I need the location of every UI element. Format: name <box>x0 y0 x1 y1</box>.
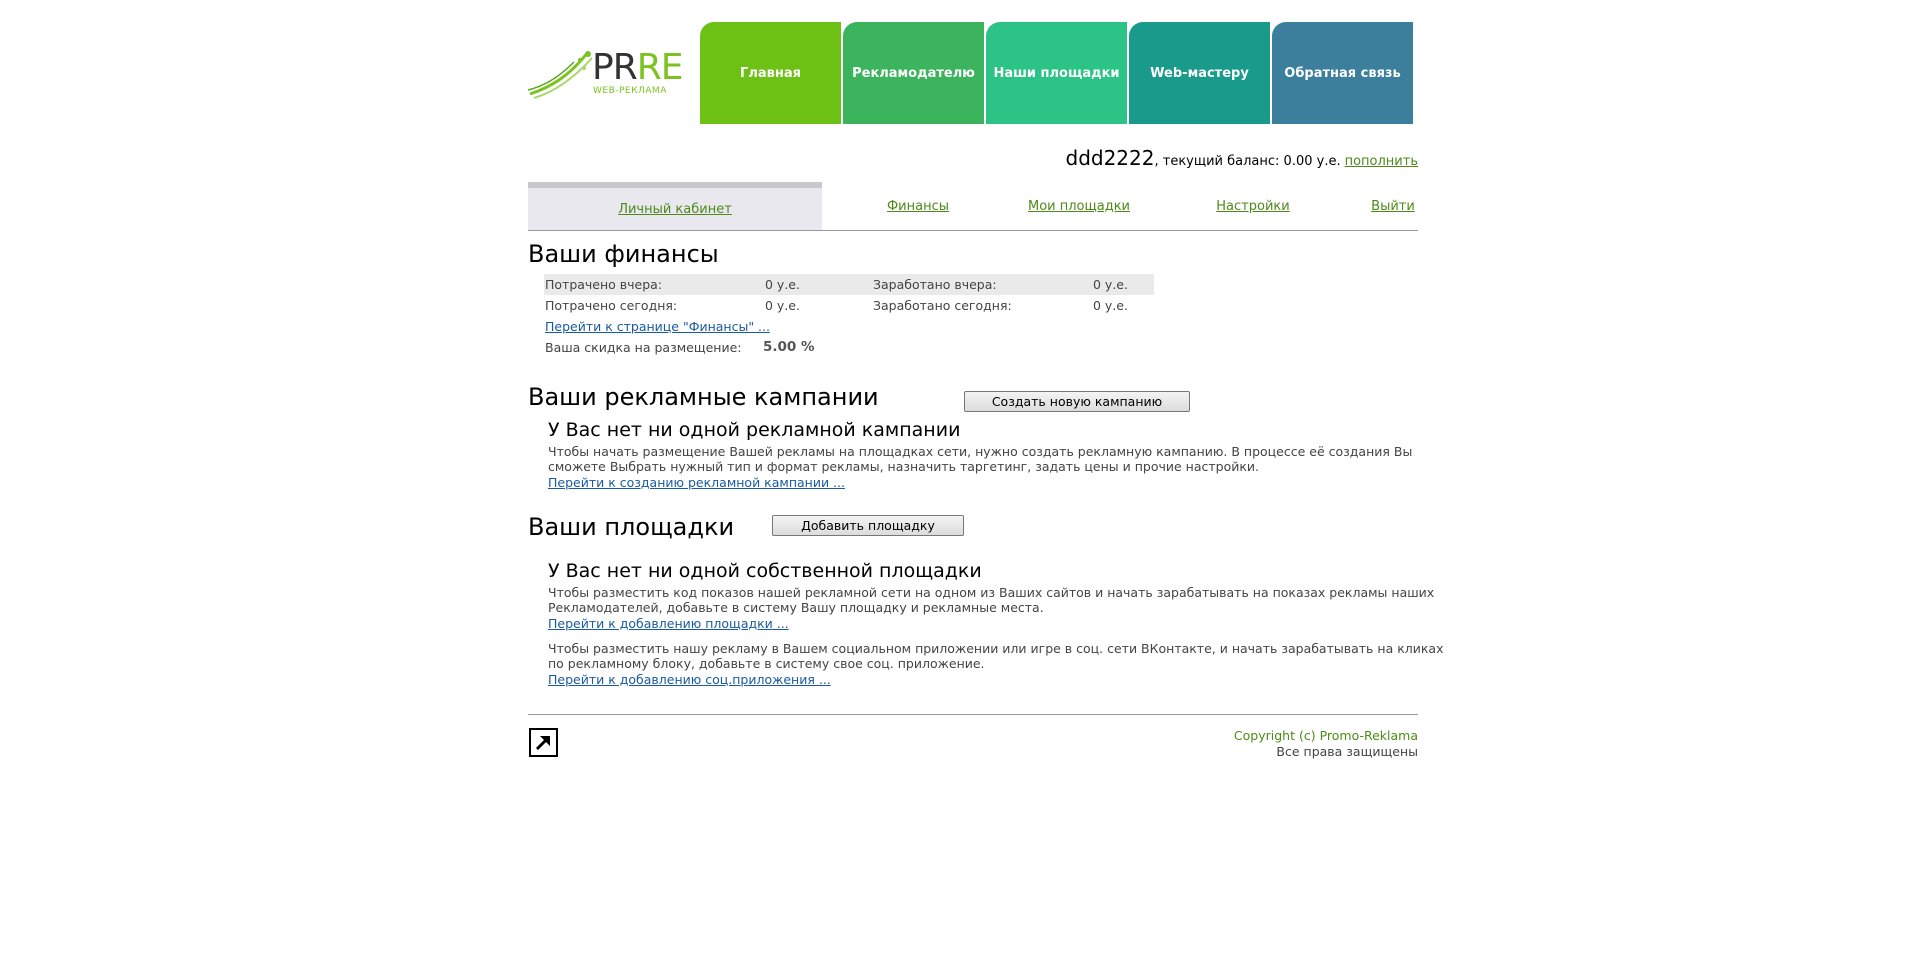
tab-logout[interactable]: Выйти <box>1371 198 1415 214</box>
earned-yesterday-value: 0 у.е. <box>1092 274 1154 295</box>
account-tabs <box>528 182 1418 231</box>
nav-our-sites[interactable]: Наши площадки <box>986 22 1127 124</box>
logo-subtitle: WEB-РЕКЛАМА <box>593 86 667 96</box>
add-social-app-link[interactable]: Перейти к добавлению соц.приложения ... <box>548 672 831 687</box>
spent-yesterday-label: Потрачено вчера: <box>544 274 764 295</box>
nav-feedback[interactable]: Обратная связь <box>1272 22 1413 124</box>
earned-yesterday-label: Заработано вчера: <box>872 274 1092 295</box>
logo-text: PRRE <box>592 47 683 88</box>
no-campaigns-title: У Вас нет ни одной рекламной кампании <box>548 419 961 441</box>
external-arrow-icon[interactable] <box>529 728 558 757</box>
table-row <box>544 274 1154 295</box>
finances-page-link[interactable]: Перейти к странице "Финансы" ... <box>545 319 770 334</box>
copyright-text: Copyright (c) Promo-Reklama <box>1233 728 1418 743</box>
campaigns-title: Ваши рекламные кампании <box>528 383 879 411</box>
add-social-app-text: Чтобы разместить нашу рекламу в Вашем социальном приложении или игре в соц. сети ВКонтакте, и начать зарабатывать на кликах по рекламному блоку, добавьте в систему свое соц. приложение. <box>548 641 1444 671</box>
earned-today-label: Заработано сегодня: <box>873 298 1012 313</box>
discount-value: 5.00 % <box>763 339 815 355</box>
spent-yesterday-value: 0 у.е. <box>764 274 872 295</box>
no-sites-title: У Вас нет ни одной собственной площадки <box>548 560 982 582</box>
tab-dashboard[interactable]: Личный кабинет <box>528 182 822 230</box>
username: ddd2222 <box>1065 146 1155 170</box>
nav-advertisers[interactable]: Рекламодателю <box>843 22 984 124</box>
discount-label: Ваша скидка на размещение: <box>545 340 742 355</box>
add-site-link[interactable]: Перейти к добавлению площадки ... <box>548 616 789 631</box>
footer-divider <box>528 714 1418 715</box>
earned-today-value: 0 у.е. <box>1093 298 1128 313</box>
no-campaigns-text: Чтобы начать размещение Вашей рекламы на площадках сети, нужно создать рекламную кампанию. В процессе её создания Вы сможете Выбрать нужный тип и формат рекламы, назначить таргетинг, задать цены и прочие настройки. <box>548 444 1413 474</box>
tab-finances[interactable]: Финансы <box>886 198 950 214</box>
finances-table <box>544 274 1154 316</box>
table-row <box>544 295 1154 316</box>
create-campaign-link[interactable]: Перейти к созданию рекламной кампании ... <box>548 475 845 490</box>
balance-text: , текущий баланс: 0.00 у.е. <box>1154 154 1341 169</box>
add-site-button[interactable]: Добавить площадку <box>772 515 964 536</box>
tab-settings[interactable]: Настройки <box>1216 198 1290 214</box>
tab-my-sites[interactable]: Мои площадки <box>1027 198 1130 214</box>
create-campaign-button[interactable]: Создать новую кампанию <box>964 391 1190 412</box>
rights-text: Все права защищены <box>1276 744 1418 759</box>
add-site-text: Чтобы разместить код показов нашей рекламной сети на одном из Ваших сайтов и начать зарабатывать на показах рекламы наших Рекламодателей, добавьте в систему Вашу площадку и рекламные места. <box>548 585 1435 615</box>
spent-today-label: Потрачено сегодня: <box>545 298 678 313</box>
nav-webmasters[interactable]: Web-мастеру <box>1129 22 1270 124</box>
logo-swoosh-icon <box>528 48 598 102</box>
finances-title: Ваши финансы <box>528 240 719 268</box>
logo[interactable] <box>528 47 683 102</box>
user-balance-line <box>1066 146 1419 170</box>
nav-home[interactable]: Главная <box>700 22 841 124</box>
spent-today-value: 0 у.е. <box>765 298 800 313</box>
main-nav <box>700 22 1415 124</box>
topup-link[interactable]: пополнить <box>1344 154 1418 169</box>
sites-title: Ваши площадки <box>528 513 735 541</box>
